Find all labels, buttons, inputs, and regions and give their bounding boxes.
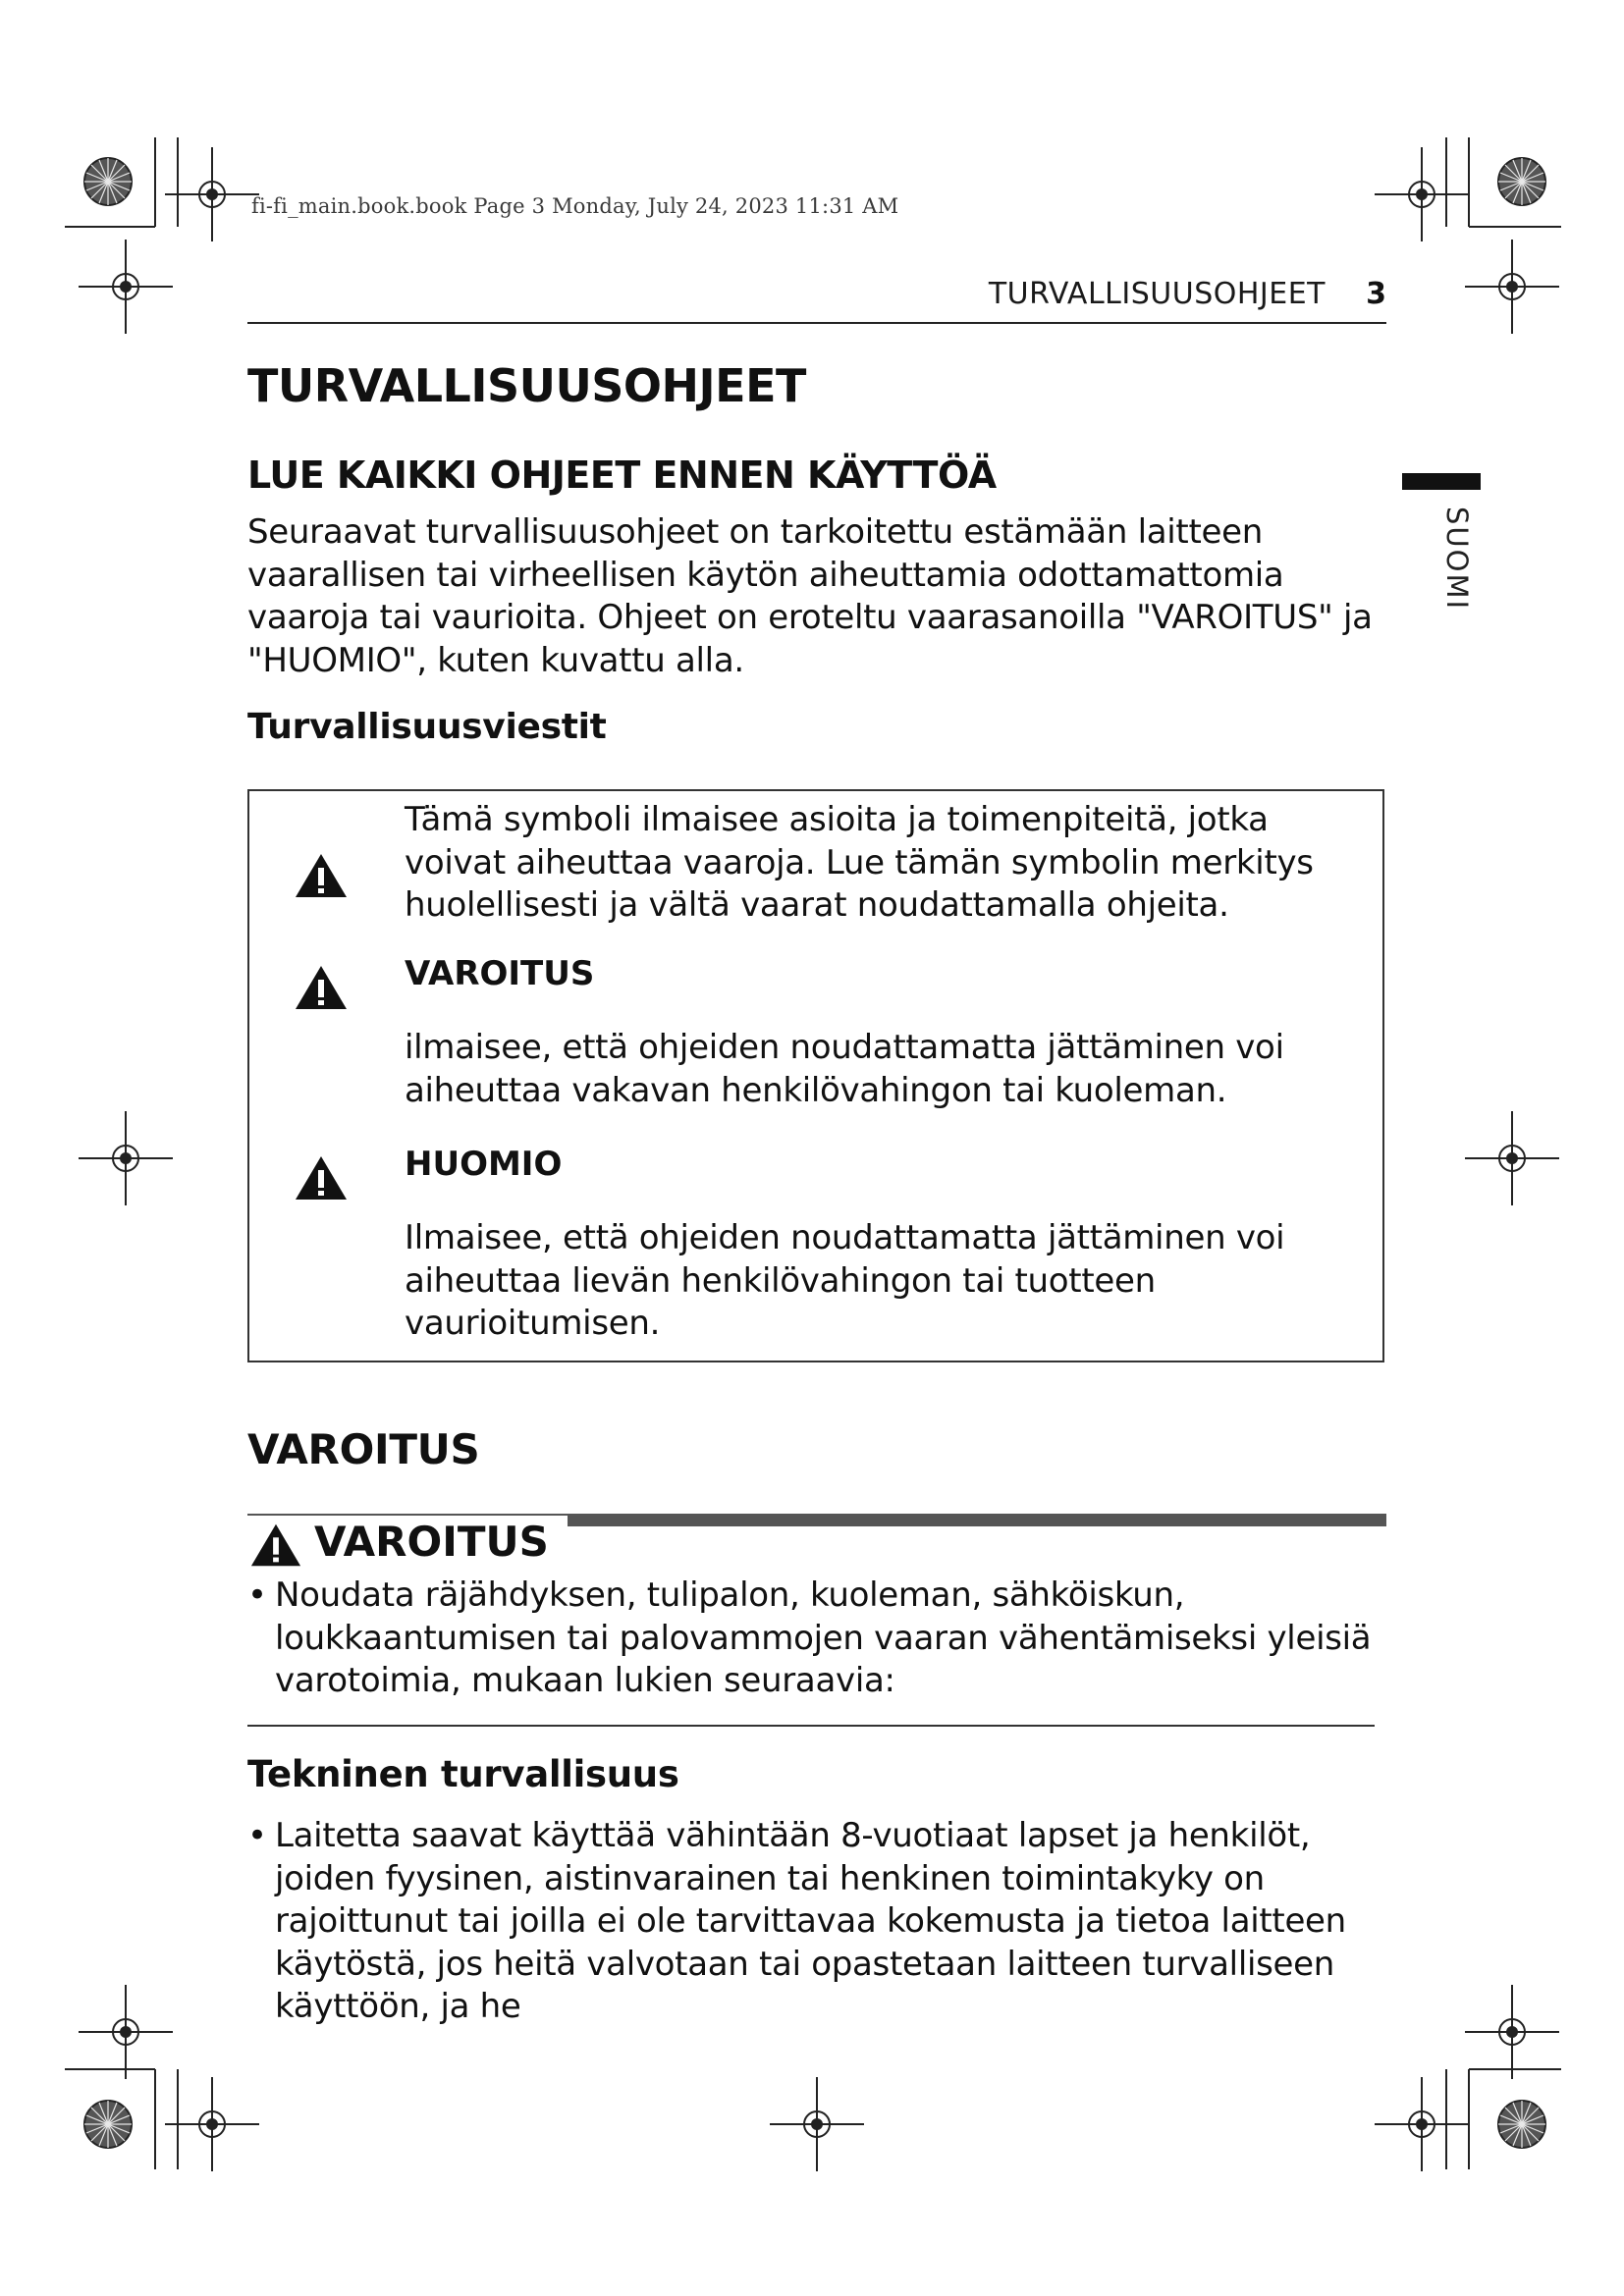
warning-section-heading: VAROITUS	[247, 1425, 480, 1473]
caution-label: HUOMIO	[405, 1145, 563, 1184]
warning-description: ilmaisee, että ohjeiden noudattamatta jättäminen voi aiheuttaa vakavan henkilövahingon tai kuoleman.	[405, 1028, 1284, 1110]
safety-messages-box	[247, 789, 1384, 1362]
starburst-mark-bottom-left	[84, 2101, 132, 2148]
technical-bullet-list	[247, 1815, 1386, 2029]
section-heading: LUE KAIKKI OHJEET ENNEN KÄYTTÖÄ	[247, 454, 997, 497]
registration-mark	[1375, 2077, 1469, 2171]
running-header-title: TURVALLISUUSOHJEET	[988, 277, 1326, 311]
warning-label: VAROITUS	[405, 954, 595, 993]
warning-box-heading	[247, 1514, 1386, 1573]
intro-paragraph: Seuraavat turvallisuusohjeet on tarkoitettu estämään laitteen vaarallisen tai virheellisen käytön aiheuttamia odottamattomia vaaroja tai vaurioita. Ohjeet on eroteltu vaarasanoilla "VAROITUS" ja "HUOMIO", kuten kuvattu alla.	[247, 512, 1373, 680]
caution-description: Ilmaisee, että ohjeiden noudattamatta jättäminen voi aiheuttaa lievän henkilövahingon tai tuotteen vaurioitumisen.	[405, 1218, 1285, 1343]
registration-mark	[1465, 1985, 1559, 2079]
warning-rule-thin	[247, 1514, 568, 1516]
registration-mark	[1465, 1111, 1559, 1205]
warning-triangle-icon	[294, 852, 349, 899]
technical-bullet-text: Laitetta saavat käyttää vähintään 8-vuotiaat lapset ja henkilöt, joiden fyysinen, aistinvarainen tai henkinen toimintakyky on rajoittunut tai joilla ei ole tarvittavaa kokemusta ja tietoa laitteen käytöstä, jos heitä valvotaan tai opastetaan laitteen turvalliseen käyttöön, ja he	[275, 1816, 1346, 2026]
print-info: fi-fi_main.book.book Page 3 Monday, July 24, 2023 11:31 AM	[251, 194, 899, 218]
warning-triangle-icon	[294, 964, 349, 1011]
bullet-icon: •	[247, 1575, 267, 1615]
registration-mark	[1375, 147, 1469, 241]
page-title: TURVALLISUUSOHJEET	[247, 359, 806, 412]
warning-box-label: VAROITUS	[314, 1518, 549, 1566]
registration-mark	[1465, 240, 1559, 334]
page-number: 3	[1366, 277, 1386, 311]
warning-bullet-text: Noudata räjähdyksen, tulipalon, kuoleman, sähköiskun, loukkaantumisen tai palovammojen vaaran vähentämiseksi yleisiä varotoimia, mukaan lukien seuraavia:	[275, 1575, 1372, 1700]
list-item	[247, 1575, 1386, 1703]
starburst-mark-bottom-right	[1498, 2101, 1545, 2148]
registration-mark	[165, 2077, 259, 2171]
warning-triangle-icon	[249, 1522, 302, 1569]
divider	[247, 1725, 1375, 1727]
caution-triangle-icon	[294, 1154, 349, 1201]
messages-heading: Turvallisuusviestit	[247, 707, 607, 747]
list-item	[247, 1815, 1386, 2029]
symbol-description: Tämä symboli ilmaisee asioita ja toimenpiteitä, jotka voivat aiheuttaa vaaroja. Lue tämän symbolin merkitys huolellisesti ja vältä vaarat noudattamalla ohjeita.	[405, 800, 1314, 925]
registration-mark	[79, 1111, 173, 1205]
warning-rule-bar	[568, 1514, 1386, 1526]
registration-mark	[79, 240, 173, 334]
side-tab-language: SUOMI	[1440, 507, 1474, 612]
starburst-mark-top-right	[1498, 158, 1545, 205]
registration-mark	[165, 147, 259, 241]
technical-safety-heading: Tekninen turvallisuus	[247, 1753, 679, 1795]
running-header	[247, 277, 1386, 324]
registration-mark	[770, 2077, 864, 2171]
bullet-icon: •	[247, 1816, 267, 1855]
registration-mark	[79, 1985, 173, 2079]
side-tab-bar	[1402, 473, 1481, 490]
warning-bullet-list	[247, 1575, 1386, 1703]
starburst-mark-top-left	[84, 158, 132, 205]
